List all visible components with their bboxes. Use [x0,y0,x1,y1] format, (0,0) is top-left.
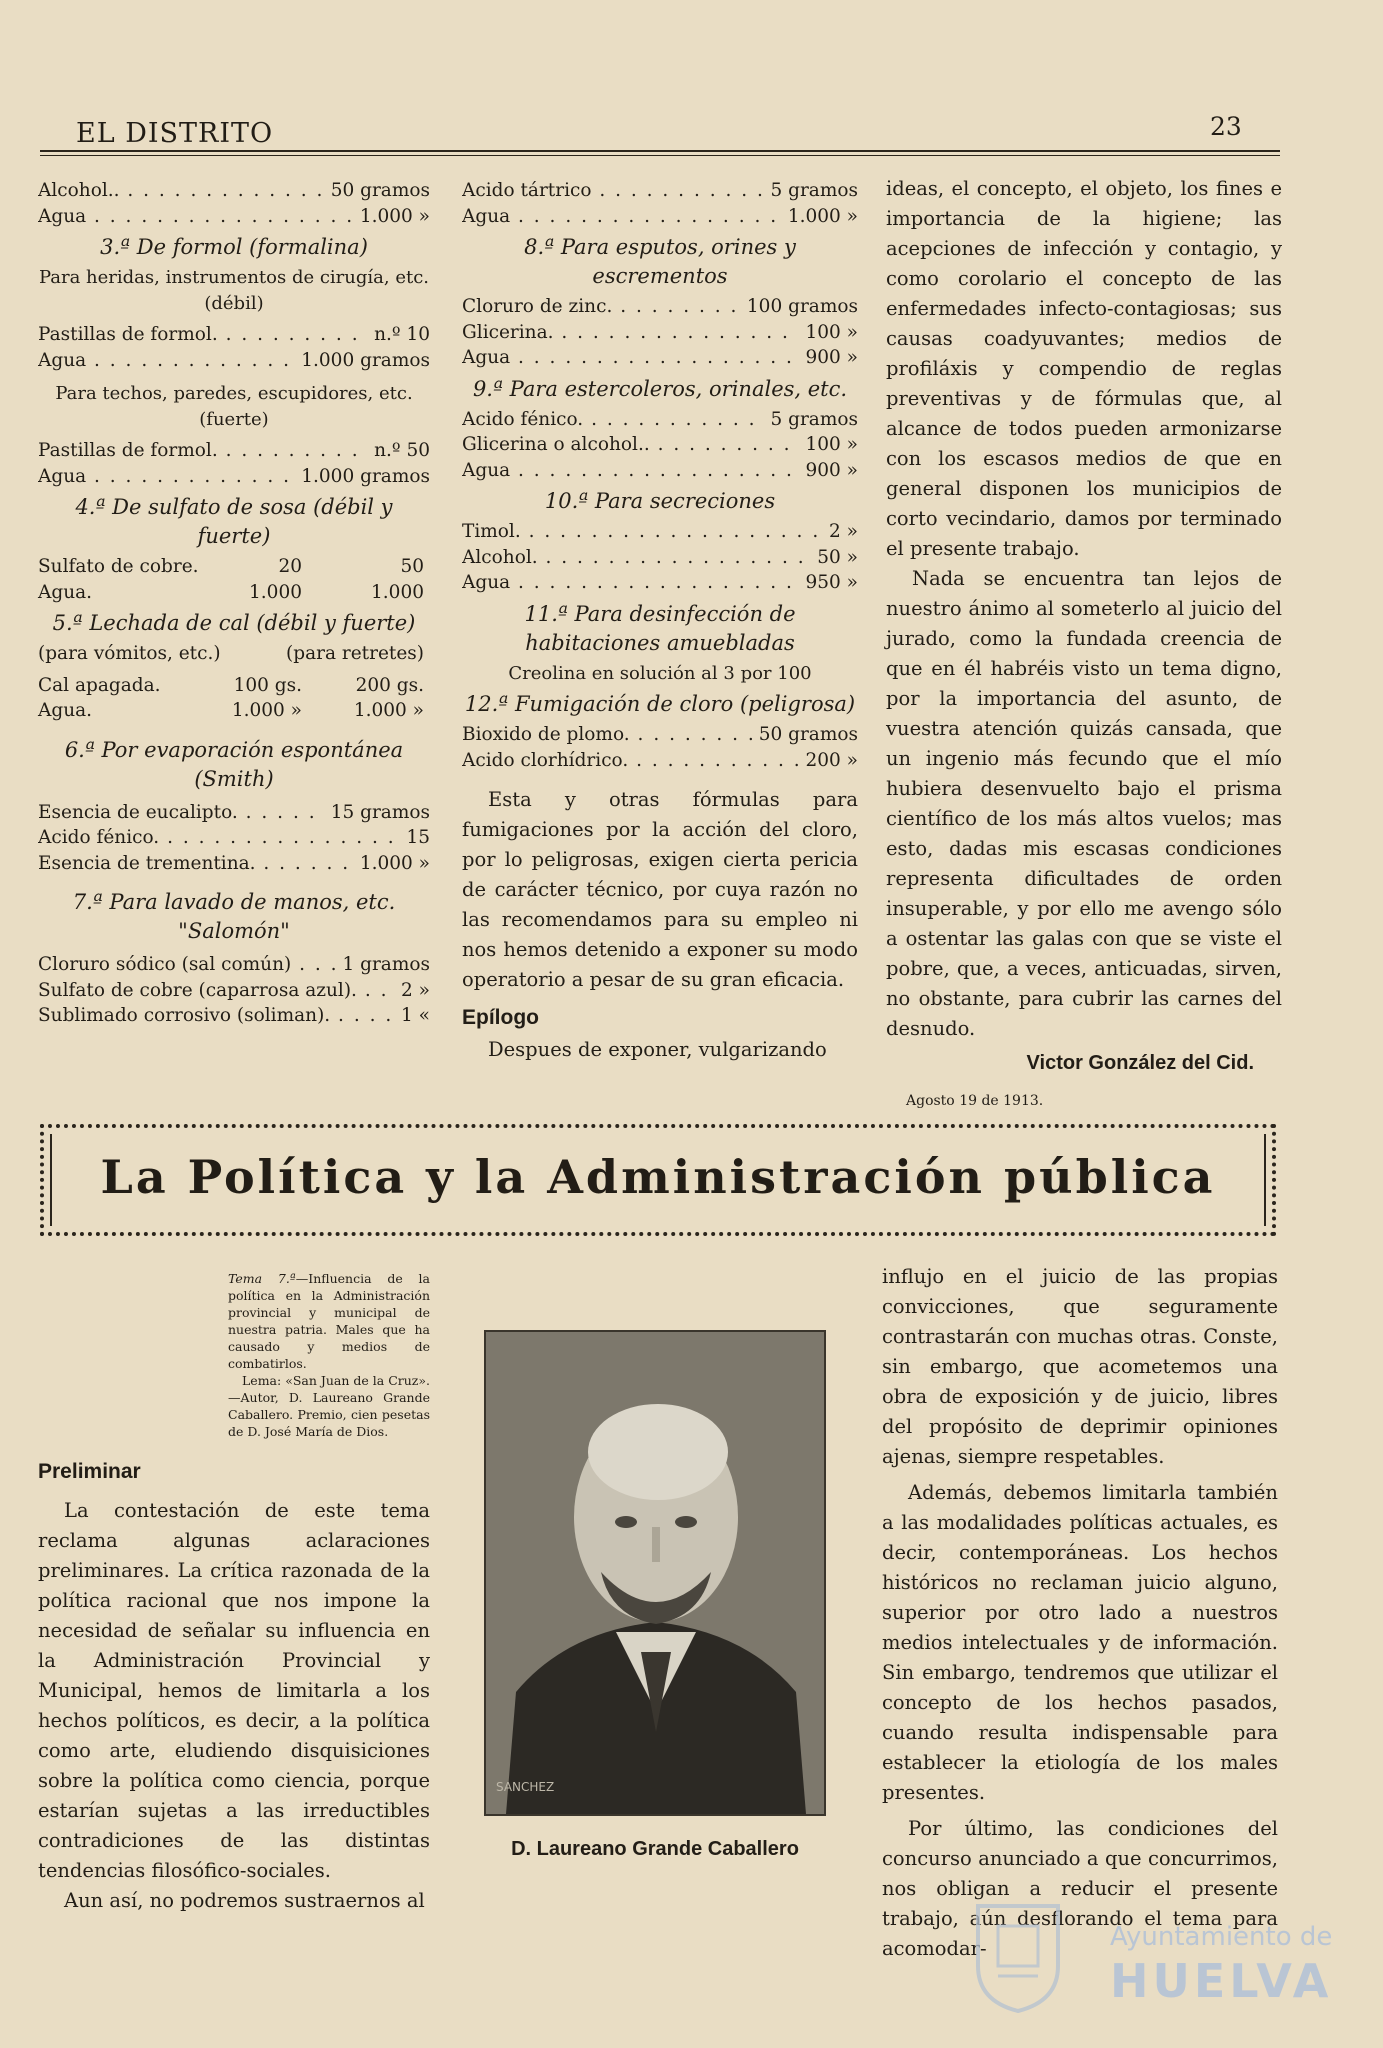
photo-caption: D. Laureano Grande Caballero [511,1838,799,1860]
ingredient-amount: 1.000 » [354,204,430,230]
ingredient-amount: 1 gramos [336,952,430,978]
ingredient-amount: n.º 50 [368,438,430,464]
formula-line [38,322,430,348]
note-right: (para retretes) [286,643,424,664]
formula-line [38,952,430,978]
ingredient-name: Agua. [38,700,93,721]
section-heading: 6.ª Por evaporación espontánea (Smith) [64,737,404,791]
banner-title: La Política y la Administración pública [100,1150,1216,1204]
ingredient-amount: 5 gramos [764,178,858,204]
formula-line [462,570,858,596]
amount-weak: 1.000 [249,581,302,603]
ingredient-amount: 100 » [799,432,858,458]
amount-weak: 20 [278,556,302,577]
formula-list [38,952,430,1029]
ingredient-name: Acido fénico. . . . [38,825,400,851]
ingredient-name: Agua . . . [38,464,295,490]
article-right-column [882,1262,1278,1964]
section-note: Para heridas, instrumentos de cirugía, etc. (débil) [38,267,430,314]
tema-label: Tema 7.ª [228,1271,296,1286]
formula-line [38,464,430,490]
section-note: Creolina en solución al 3 por 100 [508,662,812,684]
amount-strong: 50 [400,556,424,577]
ingredient-amount: 50 gramos [753,722,858,748]
ingredient-amount: 5 gramos [764,407,858,433]
body-paragraph: Despues de exponer, vulgarizando [488,1037,827,1061]
ingredient-amount: 950 » [799,570,858,596]
note-left: (para vómitos, etc.) [38,643,221,664]
formula-list [462,178,858,229]
ingredient-name: Cal apagada. [38,674,161,696]
author-signature: Victor González del Cid. [1026,1052,1254,1074]
formula-line [462,320,858,346]
body-paragraph: Nada se encuentra tan lejos de nuestro ánimo al someterlo al juicio del jurado, como la fundada creencia de que en él habréis visto un tema digno, por la importancia del asunto, de vuestra atención quizás cansada, que un ingenio más fecundo que el mío hubiera desenvuelto bajo el prisma científico de los más altos vuelos; mas esto, dadas mis escasas condiciones representa dificultades de orden insuperable, y por ello me avengo sólo a ostentar las galas con que se viste el pobre, que, a veces, anticuadas, sirven, no obstante, para cubrir las carnes del desnudo. [886,567,1282,1040]
ingredient-name: Acido tártrico . . . [462,178,764,204]
body-paragraph: Además, debemos limitarla también a las modalidades políticas actuales, es decir, contemporáneas. Los hechos históricos no reclaman juicio alguno, superior por otro lado a nuestros medios intelectuales y de información. Sin embargo, tendremos que utilizar el concepto de los hechos pasados, cuando resulta indispensable para establecer la etiología de los males presentes. [882,1481,1278,1804]
section-heading: 11.ª Para desinfección de habitaciones amuebladas [524,601,796,655]
section-heading: 5.ª Lechada de cal (débil y fuerte) [52,611,416,635]
section-title-epilogo: Epílogo [462,1006,539,1029]
ingredient-name: Agua . . . [38,204,354,230]
formula-line [38,851,430,877]
ingredient-name: Alcohol. . . . [462,545,811,571]
ingredient-amount: 900 » [799,458,858,484]
formula-list [462,722,858,773]
ingredient-amount: 15 [400,825,430,851]
section-banner [40,1124,1276,1236]
ingredient-name: Sulfato de cobre (caparrosa azul). . . . [38,978,395,1004]
amount-weak: 100 gs. [233,674,302,696]
ingredient-name: Glicerina. . . . [462,320,799,346]
ingredient-name: Sublimado corrosivo (soliman). . . . [38,1003,395,1029]
column-1 [38,178,430,1029]
ingredient-amount: 1.000 gramos [295,348,430,374]
formula-line [38,204,430,230]
watermark-line2: HUELVA [1110,1954,1333,2008]
ingredient-name: Sulfato de cobre. [38,556,199,577]
formula-list [38,322,430,373]
ingredient-name: Acido clorhídrico. . . . [462,748,799,774]
signature-date: Agosto 19 de 1913. [906,1093,1044,1109]
ingredient-name: Timol. . . . [462,519,823,545]
formula-list [38,178,430,229]
formula-list [462,407,858,484]
ingredient-amount: 1 « [395,1003,430,1029]
ingredient-amount: 15 gramos [325,800,430,826]
formula-line [462,458,858,484]
formula-line [38,178,430,204]
header-rule [40,150,1280,152]
photographer-signature: SANCHEZ [496,1780,555,1794]
body-paragraph: influjo en el juicio de las propias convicciones, que seguramente contrastarán con muchas otras. Conste, sin embargo, que acometemos una obra de exposición y de juicio, libres del propósito de deprimir opiniones ajenas, siempre respetables. [882,1265,1278,1468]
amount-strong: 1.000 » [353,700,424,721]
author-portrait-photo [484,1330,826,1816]
ingredient-name: Acido fénico. . . . [462,407,764,433]
ingredient-amount: 200 » [799,748,858,774]
section-heading: 4.ª De sulfato de sosa (débil y fuerte) [75,495,393,548]
ingredient-amount: 100 gramos [741,294,858,320]
section-note: Para techos, paredes, escupidores, etc. (fuerte) [55,383,413,430]
formula-line [38,348,430,374]
ingredient-name: Alcohol.. . . . [38,178,325,204]
body-paragraph: Esta y otras fórmulas para fumigaciones por la acción del cloro, por lo peligrosas, exigen cierta pericia de carácter técnico, por cuya razón no las recomendamos para su empleo ni nos hemos detenido a exponer su modo operatorio a pesar de su gran eficacia. [462,788,858,991]
ingredient-name: Pastillas de formol. . . . [38,322,368,348]
column-3 [886,174,1282,1109]
formula-line [38,1003,430,1029]
header-rule-thin [40,155,1280,156]
ingredient-name: Esencia de eucalipto. . . . [38,800,325,826]
formula-line [462,178,858,204]
formula-list [462,519,858,596]
journal-title: EL DISTRITO [76,118,274,149]
formula-line [462,722,858,748]
ingredient-amount: 900 » [799,345,858,371]
ingredient-amount: 1.000 » [782,204,858,230]
body-paragraph: La contestación de este tema reclama algunas aclaraciones preliminares. La crítica razonada de la política racional que nos impone la necesidad de señalar su influencia en la Administración Provincial y Municipal, hemos de limitarla a los hechos políticos, es decir, a la política como arte, eludiendo disquisiciones sobre la política como ciencia, porque estarían sujetas a las irreductibles contradiciones de las distintas tendencias filosófico-sociales. [38,1499,430,1882]
amount-strong: 1.000 [371,581,424,603]
formula-line [38,673,430,699]
body-paragraph: Aun así, no podremos sustraernos al [64,1889,425,1912]
formula-list [38,673,430,724]
ingredient-name: Pastillas de formol. . . . [38,438,368,464]
column-2 [462,178,858,1065]
section-heading: 3.ª De formol (formalina) [100,235,368,259]
formula-line [38,978,430,1004]
formula-list [38,800,430,877]
ingredient-amount: 50 gramos [325,178,430,204]
ingredient-amount: n.º 10 [368,322,430,348]
lema-text: Lema: «San Juan de la Cruz». —Autor, D. Laureano Grande Caballero. Premio, cien pesetas de D. José María de Dios. [228,1373,431,1439]
section-heading: 9.ª Para estercoleros, orinales, etc. [472,376,848,401]
ingredient-amount: 1.000 gramos [295,464,430,490]
formula-line [462,545,858,571]
body-paragraph: ideas, el concepto, el objeto, los fines e importancia de la higiene; las acepciones de infección y contagio, y como corolario el concepto de las enfermedades infecto-contagiosas; sus causas coadyuvantes; medios de profiláxis y compendio de reglas preventivas y de fórmulas que, al alcance de todos pueden armonizarse con los escasos medios de que en general disponen los municipios de corto vecindario, damos por terminado el presente trabajo. [886,177,1282,560]
formula-line [462,432,858,458]
amount-weak: 1.000 » [231,700,302,721]
ingredient-name: Cloruro de zinc. . . . [462,294,741,320]
formula-line [38,825,430,851]
ingredient-name: Agua . . . [462,458,799,484]
formula-line [462,519,858,545]
section-heading: 12.ª Fumigación de cloro (peligrosa) [464,692,856,716]
formula-line [38,438,430,464]
ingredient-name: Cloruro sódico (sal común) . . . [38,952,336,978]
ingredient-name: Glicerina o alcohol.. . . . [462,432,799,458]
ingredient-name: Agua . . . [38,348,295,374]
article-left-column [38,1270,430,1916]
tema-block [228,1270,430,1440]
ingredient-name: Agua . . . [462,204,782,230]
watermark-line1: Ayuntamiento de [1110,1922,1333,1952]
section-note-pair [38,641,430,667]
tema-text: —Influencia de la política en la Administración provincial y municipal de nuestra patria. Males que ha causado y medios de combatirlos. [228,1271,430,1371]
ingredient-amount: 50 » [811,545,858,571]
ingredient-name: Agua . . . [462,570,799,596]
ingredient-name: Bioxido de plomo. . . . [462,722,753,748]
formula-line [462,407,858,433]
formula-line [38,698,430,724]
body-paragraph: Por último, las condiciones del concurso anunciado a que concurrimos, nos obligan a reducir el presente trabajo, aún desflorando el tema para acomodar- [882,1817,1278,1960]
ingredient-amount: 2 » [823,519,858,545]
ingredient-name: Esencia de trementina. . . . [38,851,354,877]
ingredient-amount: 100 » [799,320,858,346]
formula-line [462,294,858,320]
formula-list [38,554,430,605]
ingredient-amount: 2 » [395,978,430,1004]
section-heading: 10.ª Para secreciones [544,489,776,513]
ingredient-name: Agua . . . [462,345,799,371]
section-title-preliminar: Preliminar [38,1460,141,1483]
ingredient-name: Agua. [38,581,93,603]
formula-line [462,345,858,371]
formula-line [462,748,858,774]
section-heading: 7.ª Para lavado de manos, etc. "Salomón" [72,890,396,943]
page-number: 23 [1210,112,1242,141]
formula-line [38,800,430,826]
archive-watermark [960,1892,1360,2022]
section-heading: 8.ª Para esputos, orines y escrementos [524,235,796,288]
ingredient-amount: 1.000 » [354,851,430,877]
formula-line [38,554,430,580]
formula-line [462,204,858,230]
coat-of-arms-icon [968,1896,1068,2016]
amount-strong: 200 gs. [355,674,424,696]
formula-list [38,438,430,489]
formula-list [462,294,858,371]
formula-line [38,580,430,606]
